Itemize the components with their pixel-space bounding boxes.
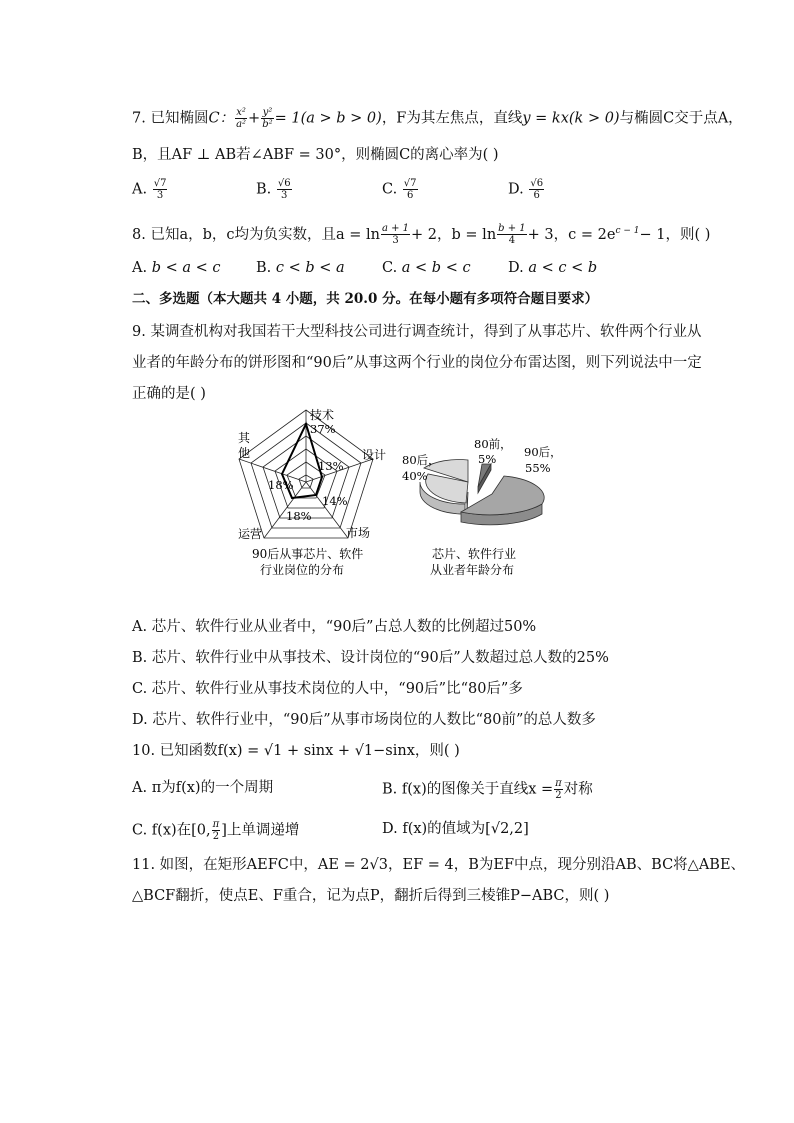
q7-line1: 7. 已知椭圆C： $\frac{\text{x²}}{\text{a²}}$ + $\frac{\text{y²}}{\text{b²}}$ = 1(a > b > 0)，F为其左焦点，直线y = kx(k > 0)与椭圆C交于点A， (132, 107, 743, 130)
radar-label-market: 市场 (346, 526, 371, 540)
q11-line2: △BCF翻折，使点E、F重合，记为点P，翻折后得到三棱锥P−ABC，则( ) (132, 888, 610, 904)
q7-option-b: B. $\frac{√6}{3}$ (256, 178, 291, 201)
radar-caption-2: 行业岗位的分布 (260, 563, 345, 577)
q9-option-a: A. 芯片、软件行业从业者中，“90后”占总人数的比例超过50% (132, 619, 537, 635)
q10-option-a: A. π为f(x)的一个周期 (132, 780, 274, 796)
q10-stem: 10. 已知函数f(x) = √1 + sinx + √1−sinx，则( ) (132, 743, 460, 759)
q10-option-b: B. f(x)的图像关于直线x = $\frac{\pi}{2}$ 对称 (382, 778, 593, 801)
q9-line2: 业者的年龄分布的饼形图和“90后”从事这两个行业的岗位分布雷达图，则下列说法中一定 (132, 355, 702, 371)
q9-line1: 9. 某调查机构对我国若干大型科技公司进行调查统计，得到了从事芯片、软件两个行业从 (132, 324, 702, 340)
radar-value-other: 18% (268, 478, 294, 492)
q9-line3: 正确的是( ) (132, 386, 206, 402)
q8-option-c: C. a < b < c (382, 260, 471, 276)
pie-label-80s-1: 80后， (402, 453, 440, 467)
radar-label-other-2: 他 (238, 446, 251, 460)
q8-option-b: B. c < b < a (256, 260, 345, 276)
q10-option-d: D. f(x)的值域为[√2,2] (382, 821, 529, 837)
q9-figure (228, 404, 568, 584)
radar-value-design: 13% (318, 459, 344, 473)
pie-label-80pre-1: 80前， (474, 437, 512, 451)
radar-label-tech: 技术 (310, 408, 335, 422)
radar-value-tech: 37% (310, 422, 336, 436)
pie-label-80s-2: 40% (402, 469, 428, 483)
q7-option-c: C. $\frac{√7}{6}$ (382, 178, 417, 201)
q9-option-c: C. 芯片、软件行业从事技术岗位的人中，“90后”比“80后”多 (132, 681, 523, 697)
pie-label-90s-1: 90后， (524, 445, 562, 459)
q8-option-a: A. b < a < c (132, 260, 221, 276)
radar-value-market: 14% (322, 494, 348, 508)
pie-label-90s-2: 55% (525, 461, 551, 475)
q7-option-a: A. $\frac{√7}{3}$ (132, 178, 167, 201)
radar-caption-1: 90后从事芯片、软件 (252, 547, 364, 561)
q9-option-b: B. 芯片、软件行业中从事技术、设计岗位的“90后”人数超过总人数的25% (132, 650, 609, 666)
q10-option-c: C. f(x)在[0, $\frac{\pi}{2}$ ]上单调递增 (132, 819, 300, 842)
q9-option-d: D. 芯片、软件行业中，“90后”从事市场岗位的人数比“80前”的总人数多 (132, 712, 596, 728)
q8-option-d: D. a < c < b (508, 260, 598, 276)
radar-label-design: 设计 (362, 448, 387, 462)
pie-label-80pre-2: 5% (478, 452, 497, 466)
q11-line1: 11. 如图，在矩形AEFC中，AE = 2√3，EF = 4，B为EF中点，现分别沿AB、BC将△ABE、 (132, 857, 746, 873)
radar-value-ops: 18% (286, 509, 312, 523)
section-heading: 二、多选题（本大题共 4 小题，共 20.0 分。在每小题有多项符合题目要求） (132, 291, 599, 307)
q7-line2: B，且AF ⊥ AB若∠ABF = 30°，则椭圆C的离心率为( ) (132, 147, 499, 163)
radar-label-ops: 运营 (238, 527, 263, 541)
q8-line1: 8. 已知a，b，c均为负实数，且a = ln $\frac{a + 1}{3}$ + 2，b = ln $\frac{b + 1}{4}$ + 3，$c = 2e^{c - 1}- 1$，则( ) (132, 223, 711, 247)
pie-caption-2: 从业者年龄分布 (430, 563, 515, 577)
pie-slice-90s (461, 476, 544, 515)
q7-option-d: D. $\frac{√6}{6}$ (508, 178, 544, 201)
pie-caption-1: 芯片、软件行业 (432, 547, 517, 561)
radar-label-other-1: 其 (238, 431, 251, 445)
